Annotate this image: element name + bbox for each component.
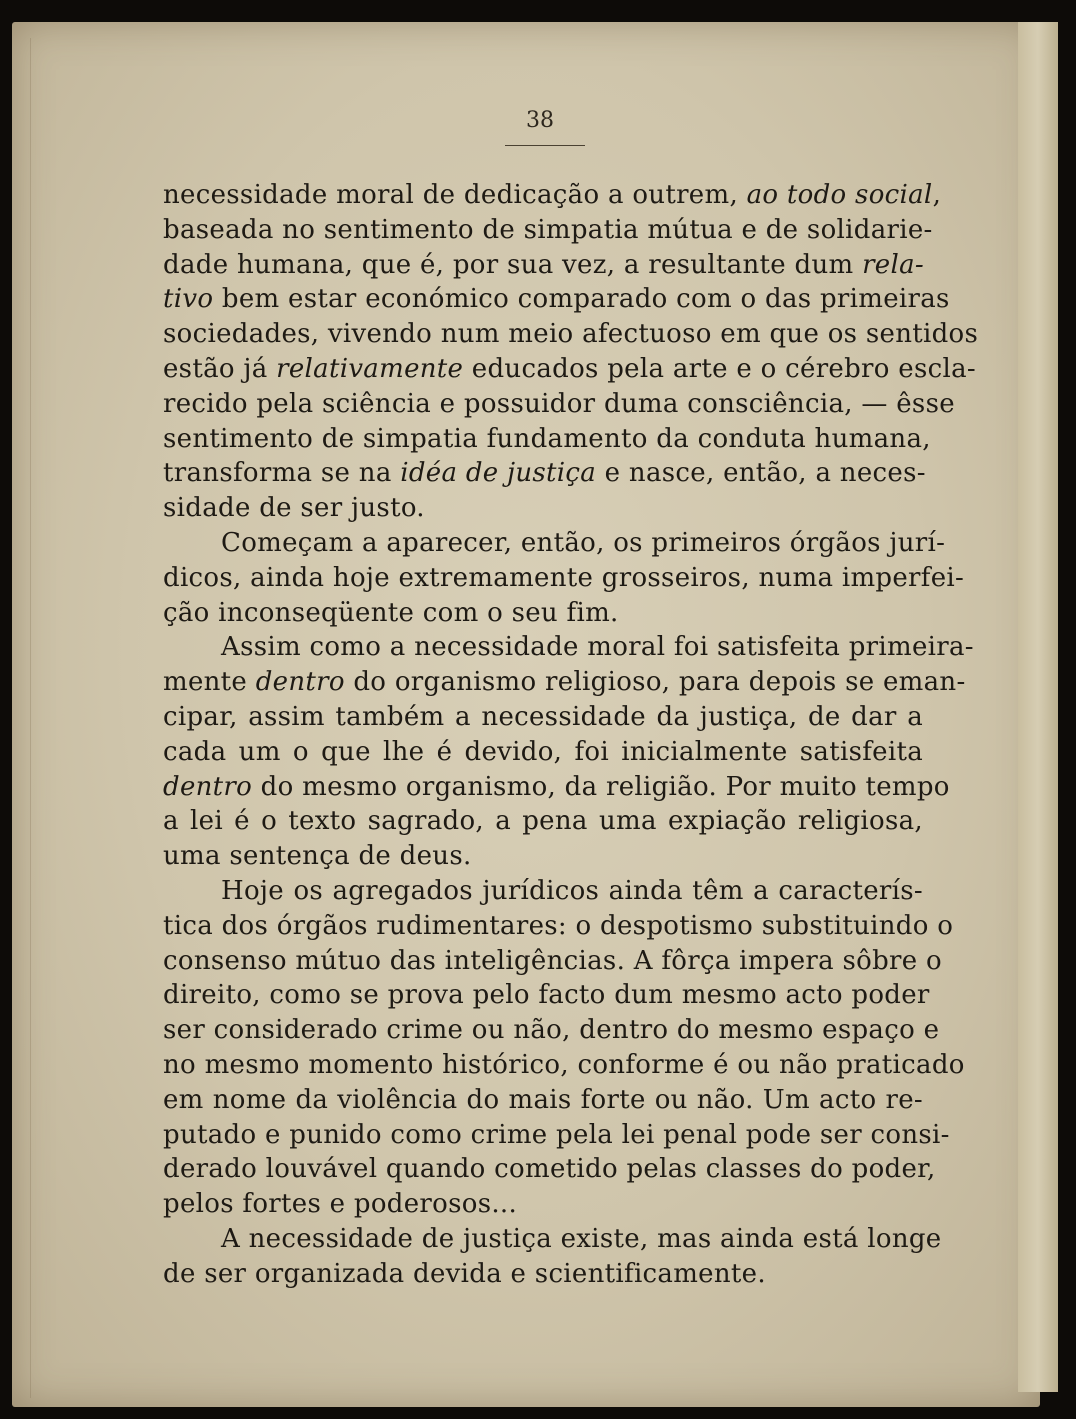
- header-rule: [505, 145, 585, 146]
- italic-text: tivo: [163, 284, 214, 315]
- text-line: sociedades, vivendo num meio afectuoso em que os sentidos: [163, 319, 979, 350]
- text-line: dentro do mesmo organismo, da religião. Por muito tempo: [163, 771, 950, 802]
- paragraph: [163, 630, 974, 874]
- text-line: putado e punido como crime pela lei penal pode ser consi-: [163, 1119, 950, 1150]
- text-line: baseada no sentimento de simpatia mútua e de solidarie-: [163, 214, 933, 245]
- text-line: sentimento de simpatia fundamento da conduta humana,: [163, 423, 931, 454]
- text-line: pelos fortes e poderosos...: [163, 1189, 518, 1220]
- italic-text: dentro: [255, 667, 345, 698]
- text-line: consenso mútuo das inteligências. A fôrça impera sôbre o: [163, 945, 942, 976]
- italic-text: dentro: [163, 771, 253, 802]
- paragraph: [163, 1222, 942, 1292]
- italic-text: idéa de justiça: [400, 458, 597, 489]
- text-line: uma sentença de deus.: [163, 841, 472, 872]
- text-line: transforma se na idéa de justiça e nasce, então, a neces-: [163, 458, 926, 489]
- paragraph: [163, 178, 979, 526]
- text-line: dade humana, que é, por sua vez, a resultante dum rela-: [163, 249, 924, 280]
- paragraph: [163, 526, 965, 630]
- italic-text: ao todo social: [746, 180, 933, 210]
- text-line: ção inconseqüente com o seu fim.: [163, 597, 619, 628]
- text-line: Assim como a necessidade moral foi satisfeita primeira-: [221, 632, 974, 663]
- italic-text: rela-: [862, 249, 924, 280]
- text-line: no mesmo momento histórico, conforme é ou não praticado: [163, 1049, 965, 1080]
- text-line: sidade de ser justo.: [163, 493, 425, 524]
- text-line: A necessidade de justiça existe, mas ainda está longe: [221, 1223, 942, 1254]
- text-line: em nome da violência do mais forte ou não. Um acto re-: [163, 1084, 923, 1115]
- page-number: 38: [526, 108, 554, 133]
- text-line: tica dos órgãos rudimentares: o despotismo substituindo o: [163, 910, 954, 941]
- body-text: [163, 178, 979, 1292]
- text-line: derado louvável quando cometido pelas classes do poder,: [163, 1154, 936, 1185]
- text-line: direito, como se prova pelo facto dum mesmo acto poder: [163, 980, 930, 1011]
- text-line: estão já relativamente educados pela arte e o cérebro escla-: [163, 353, 976, 384]
- text-line: a lei é o texto sagrado, a pena uma expiação religiosa,: [163, 806, 923, 837]
- text-line: recido pela sciência e possuidor duma consciência, — êsse: [163, 388, 955, 419]
- text-line: cipar, assim também a necessidade da justiça, de dar a: [163, 701, 923, 732]
- text-line: tivo bem estar económico comparado com o das primeiras: [163, 284, 950, 315]
- paragraph: [163, 874, 965, 1222]
- text-line: Hoje os agregados jurídicos ainda têm a caracterís-: [221, 875, 923, 906]
- text-line: cada um o que lhe é devido, foi inicialmente satisfeita: [163, 736, 923, 767]
- text-line: Começam a aparecer, então, os primeiros órgãos jurí-: [221, 527, 946, 558]
- text-line: dicos, ainda hoje extremamente grosseiros, numa imperfei-: [163, 562, 965, 593]
- italic-text: relativamente: [276, 353, 464, 384]
- text-line: mente dentro do organismo religioso, para depois se eman-: [163, 667, 966, 698]
- text-line: de ser organizada devida e scientificamente.: [163, 1258, 766, 1289]
- text-line: necessidade moral de dedicação a outrem, ao todo social: [163, 180, 933, 210]
- text-line: ser considerado crime ou não, dentro do mesmo espaço e: [163, 1015, 940, 1046]
